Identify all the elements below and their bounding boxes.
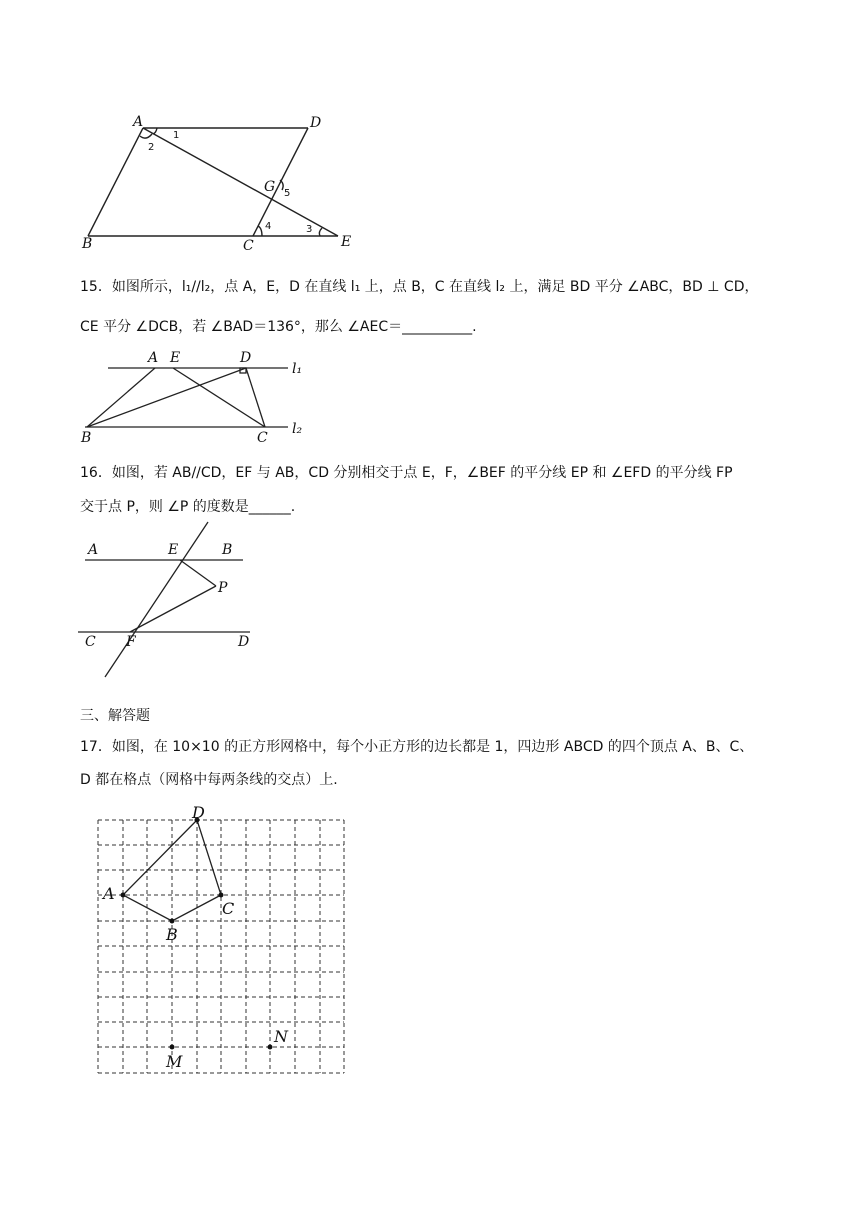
label-c: C: [222, 899, 235, 918]
angle-5-label: 5: [284, 188, 291, 199]
angle-4-label: 4: [265, 221, 272, 232]
label-e: E: [168, 542, 179, 558]
figure-parallelogram-abcd: [0, 0, 860, 260]
figure-parallel-ab-cd: [0, 522, 860, 682]
q15-text-line2: CE 平分 ∠DCB，若 ∠BAD＝136°，那么 ∠AEC＝__________.: [80, 319, 477, 335]
label-e: E: [341, 234, 352, 250]
label-g: G: [264, 179, 276, 195]
section-title: 三、解答题: [80, 708, 150, 724]
label-d: D: [240, 350, 252, 366]
label-e: E: [170, 350, 181, 366]
label-p: P: [218, 580, 228, 596]
label-c: C: [85, 634, 96, 650]
label-d: D: [192, 803, 205, 822]
q17-text-line2: D 都在格点（网格中每两条线的交点）上.: [80, 772, 338, 788]
label-c: C: [257, 430, 268, 446]
label-f: F: [126, 634, 136, 650]
q16-text-line1: 16．如图，若 AB//CD，EF 与 AB，CD 分别相交于点 E，F，∠BEF 的平分线 EP 和 ∠EFD 的平分线 FP: [80, 465, 733, 481]
angle-3-label: 3: [306, 224, 313, 235]
label-b: B: [81, 430, 92, 446]
label-d: D: [310, 115, 322, 131]
label-b: B: [82, 236, 93, 252]
q17-text-line1: 17．如图，在 10×10 的正方形网格中，每个小正方形的边长都是 1，四边形 ABCD 的四个顶点 A、B、C、: [80, 739, 754, 755]
grid-figure: [0, 800, 860, 1090]
label-c: C: [243, 238, 254, 254]
q16-text-line2: 交于点 P，则 ∠P 的度数是______.: [80, 499, 296, 515]
label-n: N: [274, 1027, 288, 1046]
figure-parallel-lines-l1-l2: [0, 340, 860, 450]
label-d: D: [238, 634, 250, 650]
label-a: A: [88, 542, 99, 558]
angle-2-label: 2: [148, 142, 155, 153]
label-a: A: [103, 884, 115, 903]
angle-1-label: 1: [173, 130, 180, 141]
label-a: A: [148, 350, 159, 366]
label-l2: l₂: [292, 421, 303, 437]
label-a: A: [133, 114, 144, 130]
label-m: M: [166, 1052, 183, 1071]
label-l1: l₁: [292, 361, 303, 377]
label-b: B: [166, 925, 178, 944]
label-b: B: [222, 542, 233, 558]
q15-text-line1: 15．如图所示，l₁//l₂，点 A，E，D 在直线 l₁ 上，点 B，C 在直线 l₂ 上，满足 BD 平分 ∠ABC，BD ⊥ CD，: [80, 279, 759, 295]
